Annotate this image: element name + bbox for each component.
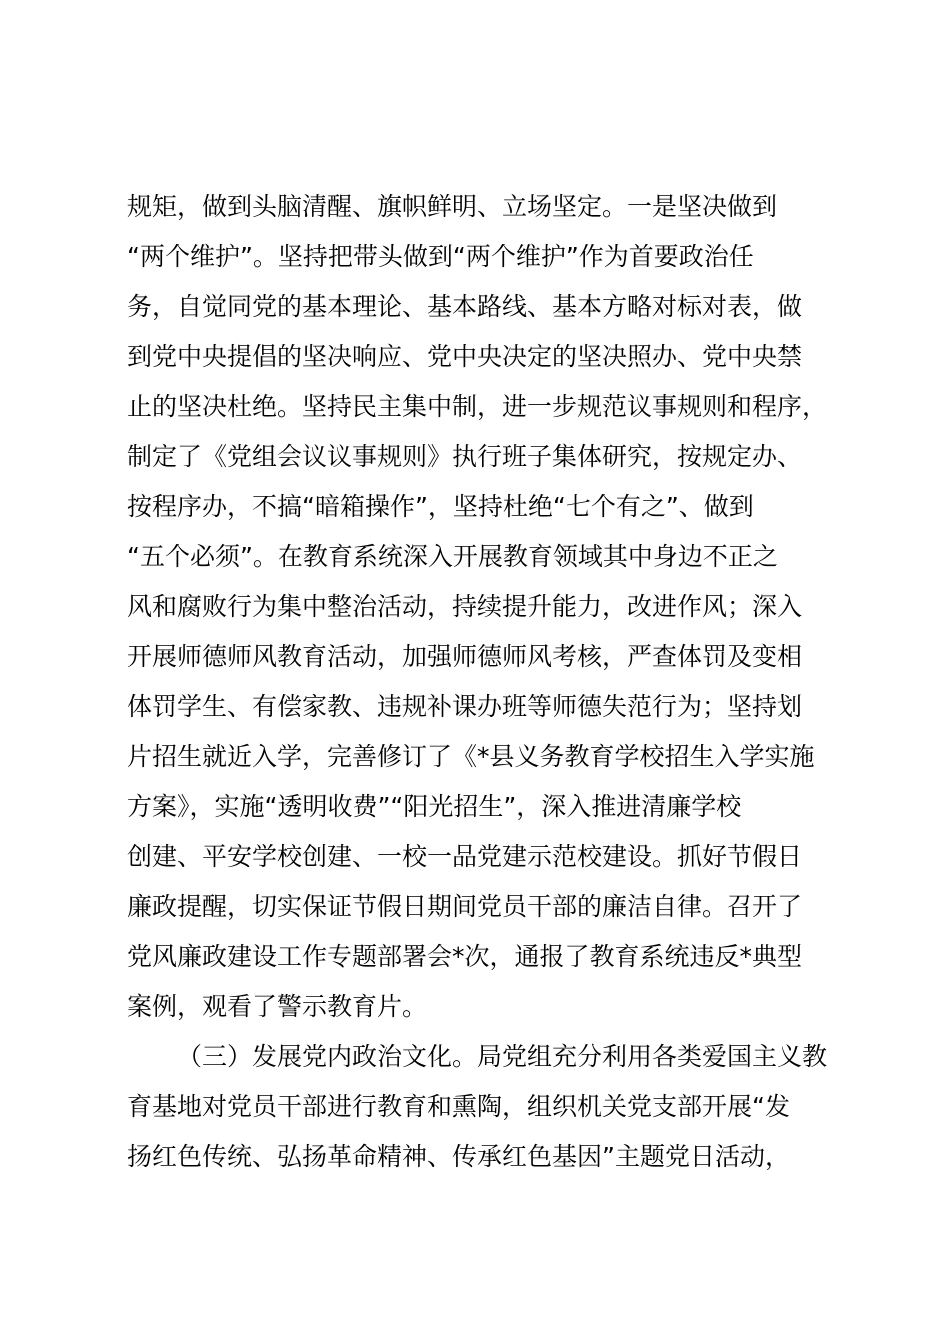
- text-line: 到党中央提倡的坚决响应、党中央决定的坚决照办、党中央禁: [127, 342, 803, 371]
- text-line: 止的坚决杜绝。坚持民主集中制，进一步规范议事规则和程序，: [127, 392, 828, 421]
- text-line: “两个维护”。坚持把带头做到“两个维护”作为首要政治任: [127, 242, 754, 271]
- text-line: 规矩，做到头脑清醒、旗帜鲜明、立场坚定。一是坚决做到: [127, 192, 778, 221]
- text-line: 按程序办，不搞“暗箱操作”，坚持杜绝“七个有之”、做到: [127, 492, 754, 521]
- text-line: 育基地对党员干部进行教育和熏陶，组织机关党支部开展“发: [127, 1092, 790, 1121]
- text-line: “五个必须”。在教育系统深入开展教育领域其中身边不正之: [127, 542, 778, 571]
- text-line: 创建、平安学校创建、一校一品党建示范校建设。抓好节假日: [127, 842, 803, 871]
- text-line: 风和腐败行为集中整治活动，持续提升能力，改进作风；深入: [127, 592, 803, 621]
- text-line: 廉政提醒，切实保证节假日期间党员干部的廉洁自律。召开了: [127, 892, 803, 921]
- body-text: [127, 182, 857, 1182]
- text-line: 片招生就近入学，完善修订了《*县义务教育学校招生入学实施: [127, 742, 815, 771]
- text-line: 党风廉政建设工作专题部署会*次，通报了教育系统违反*典型: [127, 942, 803, 971]
- text-line: 制定了《党组会议议事规则》执行班子集体研究，按规定办、: [127, 442, 803, 471]
- text-line: 开展师德师风教育活动，加强师德师风考核，严查体罚及变相: [127, 642, 803, 671]
- text-line: 案例，观看了警示教育片。: [127, 992, 428, 1021]
- text-line: 务，自觉同党的基本理论、基本路线、基本方略对标对表，做: [127, 292, 803, 321]
- text-line: 扬红色传统、弘扬革命精神、传承红色基因”主题党日活动，: [127, 1142, 790, 1171]
- text-line: 体罚学生、有偿家教、违规补课办班等师德失范行为；坚持划: [127, 692, 803, 721]
- section-heading-line: （三）发展党内政治文化。局党组充分利用各类爱国主义教: [177, 1042, 828, 1071]
- text-line: 方案》，实施“透明收费”“阳光招生”，深入推进清廉学校: [127, 792, 742, 821]
